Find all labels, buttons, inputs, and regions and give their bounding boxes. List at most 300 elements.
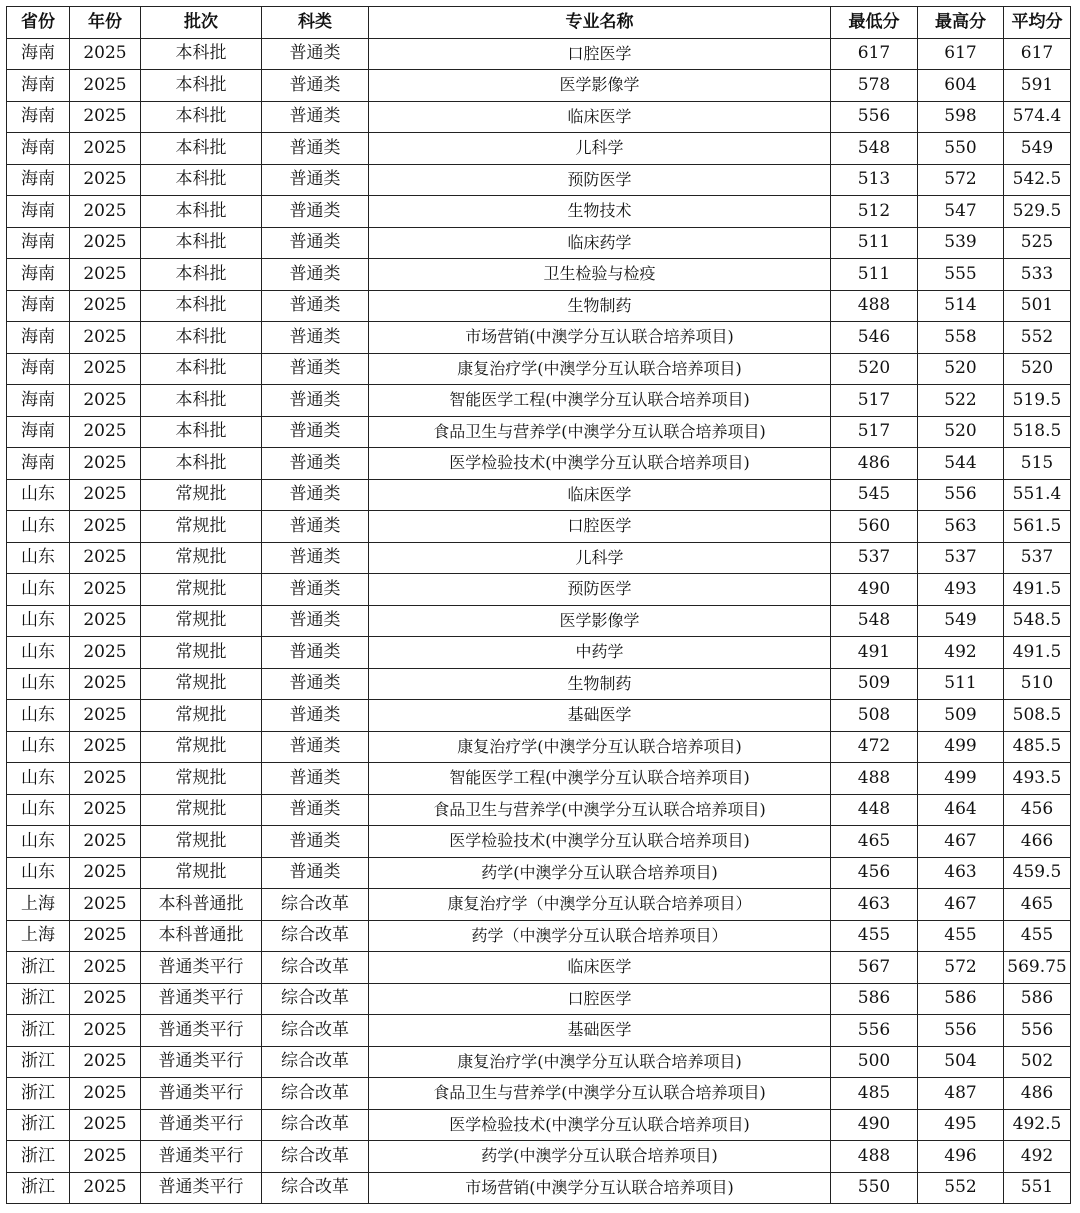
year-cell: 2025 bbox=[70, 164, 141, 196]
batch-cell: 常规批 bbox=[141, 794, 262, 826]
min-score-cell: 456 bbox=[831, 857, 918, 889]
table-row bbox=[7, 448, 1071, 480]
province-cell: 浙江 bbox=[7, 1141, 70, 1173]
table-row bbox=[7, 479, 1071, 511]
year-cell: 2025 bbox=[70, 794, 141, 826]
table-row bbox=[7, 542, 1071, 574]
major-name-cell: 生物技术 bbox=[369, 196, 831, 228]
batch-cell: 本科批 bbox=[141, 38, 262, 70]
province-cell: 山东 bbox=[7, 668, 70, 700]
category-cell: 普通类 bbox=[262, 574, 369, 606]
category-cell: 普通类 bbox=[262, 511, 369, 543]
province-cell: 山东 bbox=[7, 763, 70, 795]
year-cell: 2025 bbox=[70, 542, 141, 574]
year-cell: 2025 bbox=[70, 479, 141, 511]
max-score-cell: 550 bbox=[918, 133, 1004, 165]
max-score-cell: 511 bbox=[918, 668, 1004, 700]
major-name-cell: 药学（中澳学分互认联合培养项目） bbox=[369, 920, 831, 952]
year-cell: 2025 bbox=[70, 637, 141, 669]
year-cell: 2025 bbox=[70, 227, 141, 259]
major-name-cell: 康复治疗学(中澳学分互认联合培养项目) bbox=[369, 1046, 831, 1078]
province-cell: 海南 bbox=[7, 448, 70, 480]
major-name-cell: 医学检验技术(中澳学分互认联合培养项目) bbox=[369, 448, 831, 480]
table-row bbox=[7, 101, 1071, 133]
table-row bbox=[7, 857, 1071, 889]
max-score-cell: 572 bbox=[918, 952, 1004, 984]
table-row bbox=[7, 637, 1071, 669]
min-score-cell: 537 bbox=[831, 542, 918, 574]
batch-cell: 本科普通批 bbox=[141, 920, 262, 952]
major-name-cell: 药学(中澳学分互认联合培养项目) bbox=[369, 857, 831, 889]
province-cell: 浙江 bbox=[7, 983, 70, 1015]
year-cell: 2025 bbox=[70, 1109, 141, 1141]
batch-cell: 本科批 bbox=[141, 385, 262, 417]
batch-cell: 本科批 bbox=[141, 133, 262, 165]
year-cell: 2025 bbox=[70, 857, 141, 889]
batch-cell: 本科批 bbox=[141, 259, 262, 291]
table-row bbox=[7, 416, 1071, 448]
province-cell: 海南 bbox=[7, 101, 70, 133]
year-cell: 2025 bbox=[70, 385, 141, 417]
avg-score-cell: 552 bbox=[1004, 322, 1071, 354]
header-max-score: 最高分 bbox=[918, 7, 1004, 39]
province-cell: 山东 bbox=[7, 826, 70, 858]
province-cell: 山东 bbox=[7, 605, 70, 637]
min-score-cell: 556 bbox=[831, 101, 918, 133]
table-row bbox=[7, 794, 1071, 826]
category-cell: 综合改革 bbox=[262, 1141, 369, 1173]
max-score-cell: 558 bbox=[918, 322, 1004, 354]
year-cell: 2025 bbox=[70, 511, 141, 543]
major-name-cell: 医学影像学 bbox=[369, 605, 831, 637]
table-row bbox=[7, 353, 1071, 385]
avg-score-cell: 515 bbox=[1004, 448, 1071, 480]
category-cell: 综合改革 bbox=[262, 889, 369, 921]
province-cell: 浙江 bbox=[7, 1015, 70, 1047]
table-row bbox=[7, 511, 1071, 543]
province-cell: 海南 bbox=[7, 196, 70, 228]
year-cell: 2025 bbox=[70, 889, 141, 921]
avg-score-cell: 551.4 bbox=[1004, 479, 1071, 511]
batch-cell: 本科普通批 bbox=[141, 889, 262, 921]
max-score-cell: 522 bbox=[918, 385, 1004, 417]
max-score-cell: 520 bbox=[918, 353, 1004, 385]
province-cell: 山东 bbox=[7, 731, 70, 763]
batch-cell: 本科批 bbox=[141, 290, 262, 322]
avg-score-cell: 485.5 bbox=[1004, 731, 1071, 763]
avg-score-cell: 586 bbox=[1004, 983, 1071, 1015]
header-year: 年份 bbox=[70, 7, 141, 39]
min-score-cell: 448 bbox=[831, 794, 918, 826]
year-cell: 2025 bbox=[70, 983, 141, 1015]
province-cell: 海南 bbox=[7, 133, 70, 165]
batch-cell: 普通类平行 bbox=[141, 1015, 262, 1047]
max-score-cell: 467 bbox=[918, 889, 1004, 921]
year-cell: 2025 bbox=[70, 1141, 141, 1173]
min-score-cell: 465 bbox=[831, 826, 918, 858]
year-cell: 2025 bbox=[70, 416, 141, 448]
min-score-cell: 578 bbox=[831, 70, 918, 102]
major-name-cell: 医学影像学 bbox=[369, 70, 831, 102]
header-province: 省份 bbox=[7, 7, 70, 39]
category-cell: 综合改革 bbox=[262, 1078, 369, 1110]
avg-score-cell: 502 bbox=[1004, 1046, 1071, 1078]
category-cell: 普通类 bbox=[262, 164, 369, 196]
max-score-cell: 544 bbox=[918, 448, 1004, 480]
batch-cell: 常规批 bbox=[141, 826, 262, 858]
table-row bbox=[7, 700, 1071, 732]
category-cell: 普通类 bbox=[262, 763, 369, 795]
major-name-cell: 临床医学 bbox=[369, 952, 831, 984]
avg-score-cell: 533 bbox=[1004, 259, 1071, 291]
min-score-cell: 485 bbox=[831, 1078, 918, 1110]
avg-score-cell: 456 bbox=[1004, 794, 1071, 826]
major-name-cell: 康复治疗学(中澳学分互认联合培养项目) bbox=[369, 353, 831, 385]
table-body bbox=[7, 38, 1071, 1204]
major-name-cell: 食品卫生与营养学(中澳学分互认联合培养项目) bbox=[369, 1078, 831, 1110]
avg-score-cell: 492.5 bbox=[1004, 1109, 1071, 1141]
max-score-cell: 572 bbox=[918, 164, 1004, 196]
max-score-cell: 617 bbox=[918, 38, 1004, 70]
avg-score-cell: 501 bbox=[1004, 290, 1071, 322]
year-cell: 2025 bbox=[70, 763, 141, 795]
province-cell: 山东 bbox=[7, 857, 70, 889]
min-score-cell: 488 bbox=[831, 763, 918, 795]
province-cell: 山东 bbox=[7, 542, 70, 574]
table-row bbox=[7, 574, 1071, 606]
table-row bbox=[7, 605, 1071, 637]
major-name-cell: 市场营销(中澳学分互认联合培养项目) bbox=[369, 322, 831, 354]
min-score-cell: 617 bbox=[831, 38, 918, 70]
max-score-cell: 495 bbox=[918, 1109, 1004, 1141]
min-score-cell: 550 bbox=[831, 1172, 918, 1204]
min-score-cell: 490 bbox=[831, 574, 918, 606]
category-cell: 普通类 bbox=[262, 322, 369, 354]
table-row bbox=[7, 133, 1071, 165]
year-cell: 2025 bbox=[70, 1172, 141, 1204]
avg-score-cell: 519.5 bbox=[1004, 385, 1071, 417]
province-cell: 海南 bbox=[7, 164, 70, 196]
category-cell: 综合改革 bbox=[262, 1172, 369, 1204]
category-cell: 普通类 bbox=[262, 259, 369, 291]
batch-cell: 常规批 bbox=[141, 511, 262, 543]
major-name-cell: 药学(中澳学分互认联合培养项目) bbox=[369, 1141, 831, 1173]
avg-score-cell: 510 bbox=[1004, 668, 1071, 700]
avg-score-cell: 591 bbox=[1004, 70, 1071, 102]
max-score-cell: 504 bbox=[918, 1046, 1004, 1078]
max-score-cell: 463 bbox=[918, 857, 1004, 889]
max-score-cell: 549 bbox=[918, 605, 1004, 637]
province-cell: 浙江 bbox=[7, 1109, 70, 1141]
avg-score-cell: 549 bbox=[1004, 133, 1071, 165]
min-score-cell: 488 bbox=[831, 290, 918, 322]
avg-score-cell: 551 bbox=[1004, 1172, 1071, 1204]
avg-score-cell: 465 bbox=[1004, 889, 1071, 921]
table-row bbox=[7, 385, 1071, 417]
major-name-cell: 生物制药 bbox=[369, 668, 831, 700]
batch-cell: 本科批 bbox=[141, 416, 262, 448]
major-name-cell: 智能医学工程(中澳学分互认联合培养项目) bbox=[369, 763, 831, 795]
batch-cell: 普通类平行 bbox=[141, 1078, 262, 1110]
table-row bbox=[7, 70, 1071, 102]
max-score-cell: 467 bbox=[918, 826, 1004, 858]
category-cell: 综合改革 bbox=[262, 1046, 369, 1078]
table-row bbox=[7, 889, 1071, 921]
category-cell: 综合改革 bbox=[262, 1109, 369, 1141]
batch-cell: 常规批 bbox=[141, 857, 262, 889]
max-score-cell: 499 bbox=[918, 763, 1004, 795]
header-major-name: 专业名称 bbox=[369, 7, 831, 39]
table-row bbox=[7, 38, 1071, 70]
province-cell: 山东 bbox=[7, 511, 70, 543]
category-cell: 普通类 bbox=[262, 385, 369, 417]
avg-score-cell: 569.75 bbox=[1004, 952, 1071, 984]
table-row bbox=[7, 1172, 1071, 1204]
max-score-cell: 555 bbox=[918, 259, 1004, 291]
batch-cell: 普通类平行 bbox=[141, 1046, 262, 1078]
province-cell: 浙江 bbox=[7, 1078, 70, 1110]
table-row bbox=[7, 1141, 1071, 1173]
province-cell: 浙江 bbox=[7, 952, 70, 984]
batch-cell: 常规批 bbox=[141, 668, 262, 700]
table-row bbox=[7, 322, 1071, 354]
province-cell: 山东 bbox=[7, 794, 70, 826]
admission-score-table bbox=[6, 6, 1071, 1204]
year-cell: 2025 bbox=[70, 290, 141, 322]
min-score-cell: 491 bbox=[831, 637, 918, 669]
avg-score-cell: 486 bbox=[1004, 1078, 1071, 1110]
min-score-cell: 517 bbox=[831, 385, 918, 417]
avg-score-cell: 491.5 bbox=[1004, 574, 1071, 606]
avg-score-cell: 493.5 bbox=[1004, 763, 1071, 795]
avg-score-cell: 466 bbox=[1004, 826, 1071, 858]
province-cell: 山东 bbox=[7, 479, 70, 511]
category-cell: 普通类 bbox=[262, 290, 369, 322]
category-cell: 综合改革 bbox=[262, 1015, 369, 1047]
avg-score-cell: 529.5 bbox=[1004, 196, 1071, 228]
year-cell: 2025 bbox=[70, 38, 141, 70]
batch-cell: 普通类平行 bbox=[141, 1172, 262, 1204]
avg-score-cell: 537 bbox=[1004, 542, 1071, 574]
min-score-cell: 548 bbox=[831, 605, 918, 637]
min-score-cell: 586 bbox=[831, 983, 918, 1015]
province-cell: 海南 bbox=[7, 385, 70, 417]
min-score-cell: 560 bbox=[831, 511, 918, 543]
header-batch: 批次 bbox=[141, 7, 262, 39]
max-score-cell: 499 bbox=[918, 731, 1004, 763]
min-score-cell: 512 bbox=[831, 196, 918, 228]
avg-score-cell: 574.4 bbox=[1004, 101, 1071, 133]
year-cell: 2025 bbox=[70, 731, 141, 763]
max-score-cell: 537 bbox=[918, 542, 1004, 574]
avg-score-cell: 520 bbox=[1004, 353, 1071, 385]
batch-cell: 普通类平行 bbox=[141, 983, 262, 1015]
max-score-cell: 487 bbox=[918, 1078, 1004, 1110]
major-name-cell: 临床药学 bbox=[369, 227, 831, 259]
max-score-cell: 464 bbox=[918, 794, 1004, 826]
year-cell: 2025 bbox=[70, 70, 141, 102]
province-cell: 浙江 bbox=[7, 1172, 70, 1204]
min-score-cell: 520 bbox=[831, 353, 918, 385]
table-row bbox=[7, 983, 1071, 1015]
major-name-cell: 临床医学 bbox=[369, 479, 831, 511]
avg-score-cell: 518.5 bbox=[1004, 416, 1071, 448]
major-name-cell: 基础医学 bbox=[369, 1015, 831, 1047]
province-cell: 海南 bbox=[7, 259, 70, 291]
batch-cell: 常规批 bbox=[141, 700, 262, 732]
year-cell: 2025 bbox=[70, 353, 141, 385]
year-cell: 2025 bbox=[70, 448, 141, 480]
major-name-cell: 口腔医学 bbox=[369, 983, 831, 1015]
min-score-cell: 490 bbox=[831, 1109, 918, 1141]
min-score-cell: 545 bbox=[831, 479, 918, 511]
avg-score-cell: 508.5 bbox=[1004, 700, 1071, 732]
major-name-cell: 基础医学 bbox=[369, 700, 831, 732]
major-name-cell: 食品卫生与营养学(中澳学分互认联合培养项目) bbox=[369, 794, 831, 826]
avg-score-cell: 455 bbox=[1004, 920, 1071, 952]
min-score-cell: 546 bbox=[831, 322, 918, 354]
category-cell: 普通类 bbox=[262, 637, 369, 669]
major-name-cell: 食品卫生与营养学(中澳学分互认联合培养项目) bbox=[369, 416, 831, 448]
avg-score-cell: 617 bbox=[1004, 38, 1071, 70]
major-name-cell: 康复治疗学（中澳学分互认联合培养项目） bbox=[369, 889, 831, 921]
min-score-cell: 486 bbox=[831, 448, 918, 480]
category-cell: 普通类 bbox=[262, 353, 369, 385]
category-cell: 普通类 bbox=[262, 731, 369, 763]
max-score-cell: 509 bbox=[918, 700, 1004, 732]
category-cell: 普通类 bbox=[262, 605, 369, 637]
min-score-cell: 500 bbox=[831, 1046, 918, 1078]
category-cell: 普通类 bbox=[262, 133, 369, 165]
batch-cell: 常规批 bbox=[141, 605, 262, 637]
max-score-cell: 586 bbox=[918, 983, 1004, 1015]
min-score-cell: 513 bbox=[831, 164, 918, 196]
min-score-cell: 455 bbox=[831, 920, 918, 952]
batch-cell: 本科批 bbox=[141, 227, 262, 259]
avg-score-cell: 491.5 bbox=[1004, 637, 1071, 669]
table-row bbox=[7, 164, 1071, 196]
avg-score-cell: 556 bbox=[1004, 1015, 1071, 1047]
province-cell: 山东 bbox=[7, 574, 70, 606]
avg-score-cell: 548.5 bbox=[1004, 605, 1071, 637]
category-cell: 普通类 bbox=[262, 542, 369, 574]
major-name-cell: 预防医学 bbox=[369, 574, 831, 606]
year-cell: 2025 bbox=[70, 574, 141, 606]
avg-score-cell: 525 bbox=[1004, 227, 1071, 259]
table-row bbox=[7, 259, 1071, 291]
max-score-cell: 492 bbox=[918, 637, 1004, 669]
batch-cell: 本科批 bbox=[141, 353, 262, 385]
avg-score-cell: 542.5 bbox=[1004, 164, 1071, 196]
year-cell: 2025 bbox=[70, 920, 141, 952]
max-score-cell: 556 bbox=[918, 479, 1004, 511]
max-score-cell: 598 bbox=[918, 101, 1004, 133]
table-header-row bbox=[7, 7, 1071, 39]
province-cell: 浙江 bbox=[7, 1046, 70, 1078]
major-name-cell: 卫生检验与检疫 bbox=[369, 259, 831, 291]
major-name-cell: 市场营销(中澳学分互认联合培养项目) bbox=[369, 1172, 831, 1204]
category-cell: 普通类 bbox=[262, 101, 369, 133]
major-name-cell: 康复治疗学(中澳学分互认联合培养项目) bbox=[369, 731, 831, 763]
max-score-cell: 539 bbox=[918, 227, 1004, 259]
batch-cell: 本科批 bbox=[141, 70, 262, 102]
header-avg-score: 平均分 bbox=[1004, 7, 1071, 39]
batch-cell: 本科批 bbox=[141, 196, 262, 228]
table-row bbox=[7, 227, 1071, 259]
max-score-cell: 514 bbox=[918, 290, 1004, 322]
province-cell: 山东 bbox=[7, 637, 70, 669]
avg-score-cell: 459.5 bbox=[1004, 857, 1071, 889]
min-score-cell: 511 bbox=[831, 227, 918, 259]
min-score-cell: 556 bbox=[831, 1015, 918, 1047]
batch-cell: 常规批 bbox=[141, 479, 262, 511]
max-score-cell: 520 bbox=[918, 416, 1004, 448]
category-cell: 综合改革 bbox=[262, 983, 369, 1015]
max-score-cell: 552 bbox=[918, 1172, 1004, 1204]
major-name-cell: 生物制药 bbox=[369, 290, 831, 322]
avg-score-cell: 492 bbox=[1004, 1141, 1071, 1173]
batch-cell: 普通类平行 bbox=[141, 1141, 262, 1173]
category-cell: 普通类 bbox=[262, 479, 369, 511]
table-row bbox=[7, 290, 1071, 322]
header-min-score: 最低分 bbox=[831, 7, 918, 39]
category-cell: 普通类 bbox=[262, 794, 369, 826]
min-score-cell: 509 bbox=[831, 668, 918, 700]
category-cell: 综合改革 bbox=[262, 952, 369, 984]
province-cell: 海南 bbox=[7, 322, 70, 354]
province-cell: 海南 bbox=[7, 70, 70, 102]
avg-score-cell: 561.5 bbox=[1004, 511, 1071, 543]
batch-cell: 普通类平行 bbox=[141, 1109, 262, 1141]
max-score-cell: 493 bbox=[918, 574, 1004, 606]
table-row bbox=[7, 920, 1071, 952]
batch-cell: 普通类平行 bbox=[141, 952, 262, 984]
major-name-cell: 预防医学 bbox=[369, 164, 831, 196]
province-cell: 山东 bbox=[7, 700, 70, 732]
max-score-cell: 556 bbox=[918, 1015, 1004, 1047]
min-score-cell: 508 bbox=[831, 700, 918, 732]
batch-cell: 常规批 bbox=[141, 731, 262, 763]
province-cell: 海南 bbox=[7, 227, 70, 259]
category-cell: 普通类 bbox=[262, 70, 369, 102]
category-cell: 普通类 bbox=[262, 700, 369, 732]
category-cell: 普通类 bbox=[262, 448, 369, 480]
min-score-cell: 548 bbox=[831, 133, 918, 165]
category-cell: 综合改革 bbox=[262, 920, 369, 952]
table-row bbox=[7, 1078, 1071, 1110]
province-cell: 海南 bbox=[7, 290, 70, 322]
batch-cell: 常规批 bbox=[141, 763, 262, 795]
table-row bbox=[7, 826, 1071, 858]
min-score-cell: 472 bbox=[831, 731, 918, 763]
table-row bbox=[7, 731, 1071, 763]
year-cell: 2025 bbox=[70, 700, 141, 732]
major-name-cell: 临床医学 bbox=[369, 101, 831, 133]
table-row bbox=[7, 763, 1071, 795]
year-cell: 2025 bbox=[70, 1078, 141, 1110]
max-score-cell: 547 bbox=[918, 196, 1004, 228]
max-score-cell: 563 bbox=[918, 511, 1004, 543]
table-row bbox=[7, 196, 1071, 228]
province-cell: 海南 bbox=[7, 416, 70, 448]
year-cell: 2025 bbox=[70, 133, 141, 165]
header-category: 科类 bbox=[262, 7, 369, 39]
batch-cell: 常规批 bbox=[141, 637, 262, 669]
table-row bbox=[7, 668, 1071, 700]
province-cell: 海南 bbox=[7, 38, 70, 70]
year-cell: 2025 bbox=[70, 101, 141, 133]
max-score-cell: 455 bbox=[918, 920, 1004, 952]
